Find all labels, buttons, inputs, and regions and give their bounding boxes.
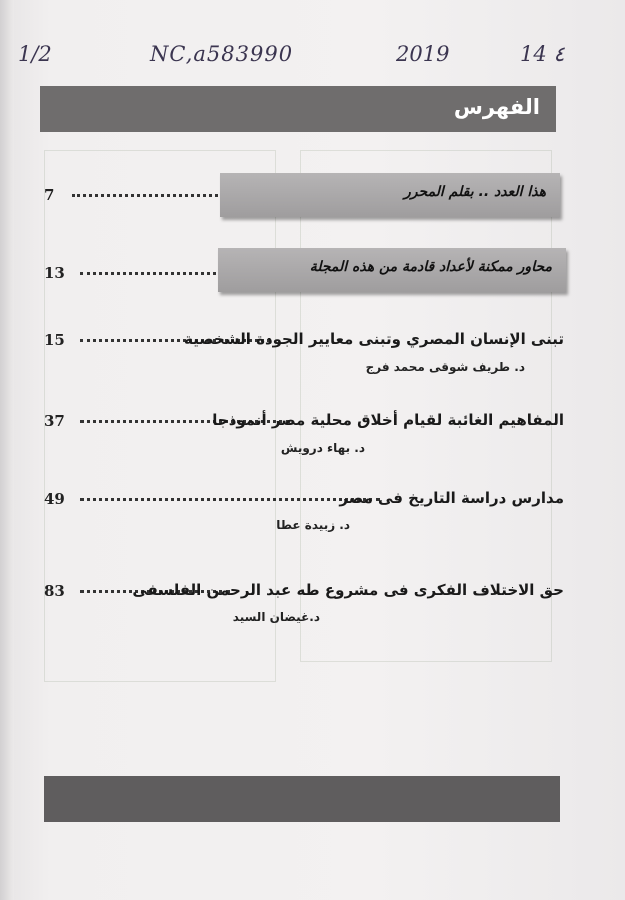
article-author: د.غيضان السيد: [232, 610, 320, 624]
page-edge-shadow: [0, 0, 14, 900]
toc-entry-article[interactable]: [44, 406, 564, 446]
article-title: المفاهيم الغائبة لقيام أخلاق محلية مصر أنموذجا: [212, 411, 564, 429]
featured-entry-box[interactable]: [220, 173, 560, 217]
contents-title-bar: [40, 86, 556, 132]
page-number: 83: [44, 582, 65, 600]
featured-entry-label: محاور ممكنة لأعداد قادمة من هذه المجلة: [309, 259, 552, 275]
article-title: مدارس دراسة التاريخ فى مصر: [339, 489, 564, 507]
article-title: حق الاختلاف الفكرى فى مشروع طه عبد الرحمن الفلسفى: [132, 581, 564, 599]
article-author: د. طريف شوقى محمد فرج: [365, 360, 525, 374]
leader-dots: [80, 498, 380, 501]
article-author: د. بهاء درويش: [280, 441, 365, 455]
page-title: الفهرس: [453, 95, 540, 119]
handwritten-issue-number: 14 ٤: [520, 42, 565, 66]
page-number: 49: [44, 490, 65, 508]
article-title: تبنى الإنسان المصري وتبنى معايير الجودة الشخصية: [184, 330, 564, 348]
page-number: 7: [44, 186, 55, 204]
toc-entry-article[interactable]: [44, 325, 564, 365]
page-number: 37: [44, 412, 65, 430]
page-number: 15: [44, 331, 65, 349]
featured-entry-label: هذا العدد .. بقلم المحرر: [404, 184, 546, 200]
handwritten-year: 2019: [396, 42, 450, 66]
page-number: 13: [44, 264, 65, 282]
handwritten-accession-code: NC,a583990: [150, 42, 294, 66]
handwritten-note-fraction: 1/2: [18, 42, 52, 66]
article-author: د. زبيدة عطا: [276, 518, 350, 532]
footer-bar: [44, 776, 560, 822]
featured-entry-box[interactable]: [218, 248, 566, 292]
